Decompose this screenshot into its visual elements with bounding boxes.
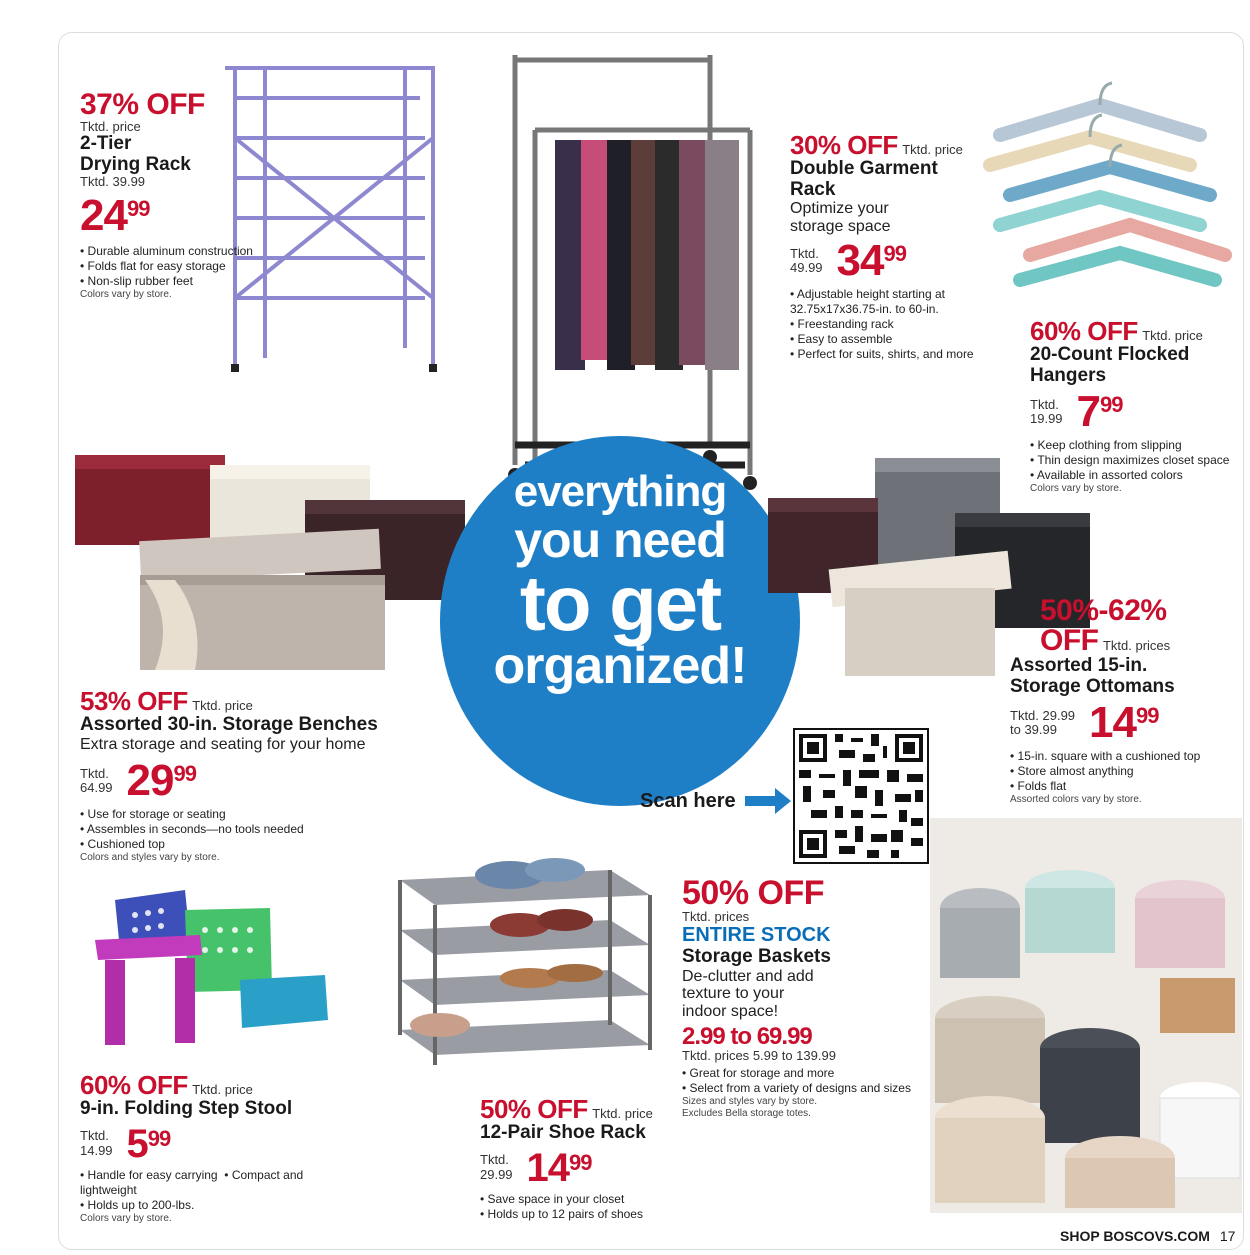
price-dollars: 14 (526, 1145, 570, 1190)
feature-item: • Non-slip rubber feet (80, 274, 280, 289)
regular-label: Tktd. (480, 1152, 509, 1168)
regular-value: 14.99 (80, 1142, 113, 1158)
regular-value: 64.99 (80, 780, 113, 796)
regular-label: Tktd. prices (682, 1047, 750, 1063)
feature-item: • Assembles in seconds—no tools needed (80, 822, 440, 837)
product-name: 12-Pair Shoe Rack (480, 1122, 646, 1143)
promo-headline (440, 467, 800, 695)
discount-label: 50% OFF (682, 874, 824, 912)
regular-value: 29.99 (480, 1166, 513, 1182)
tagline: Extra storage and seating for your home (80, 735, 366, 753)
price-row (480, 1145, 700, 1190)
discount-label: 60% OFF (80, 1070, 188, 1100)
discount-off: OFF (1040, 624, 1099, 657)
feature-list (80, 244, 280, 289)
feature-item: • 15-in. square with a cushioned top (1010, 749, 1240, 764)
benches-offer (80, 688, 440, 864)
price-note: Tktd. prices (1102, 638, 1171, 653)
discount-label: 60% OFF (1030, 316, 1138, 346)
tagline: De-clutter and add (682, 967, 814, 985)
arrow-right-icon (745, 788, 791, 819)
discount-label: 50% OFF (480, 1094, 588, 1124)
price-cents: 99 (1100, 392, 1123, 418)
regular-label: Tktd. (790, 245, 819, 261)
regular-label: Tktd. (1030, 396, 1059, 412)
sale-price (126, 1121, 171, 1166)
price-note: Tktd. price (1142, 328, 1203, 343)
price-row (80, 1121, 340, 1166)
discount-label: 50%-62% (1040, 594, 1167, 627)
regular-price: Tktd. 39.99 (80, 174, 146, 190)
feature-item: • Available in assorted colors (1030, 468, 1240, 483)
feature-item: • Easy to assemble (790, 332, 1000, 347)
regular-price (80, 767, 113, 796)
feature-list (1010, 749, 1240, 794)
feature-item: • Folds flat for easy storage (80, 259, 280, 274)
feature-item: • Durable aluminum construction (80, 244, 280, 259)
price-note: Tktd. price (592, 1106, 653, 1121)
feature-item: • Save space in your closet (480, 1192, 700, 1207)
hangers-image (960, 45, 1240, 300)
price-row (1030, 387, 1240, 437)
price-cents: 99 (147, 1125, 171, 1151)
product-name: 20-Count Flocked (1030, 344, 1190, 365)
price-dollars: 34 (836, 236, 884, 286)
fine-print: Colors and styles vary by store. (80, 852, 220, 864)
sale-price (126, 756, 196, 806)
regular-label: Tktd. (80, 765, 109, 781)
tagline-2: texture to your (682, 985, 785, 1003)
product-name: Assorted 15-in. (1010, 655, 1148, 676)
fine-print: Colors vary by store. (1030, 483, 1122, 495)
page-footer (1060, 1228, 1235, 1244)
shoe-rack-offer (480, 1096, 700, 1222)
discount-row-2 (1040, 626, 1240, 656)
fine-print: Sizes and styles vary by store. (682, 1095, 818, 1107)
product-name-2: Rack (790, 178, 836, 200)
price-row (80, 756, 440, 806)
discount-row (80, 1072, 340, 1099)
sale-price (80, 190, 280, 240)
regular-price (1030, 398, 1063, 427)
feature-item: • Holds up to 200-lbs. (80, 1198, 340, 1213)
feature-item: • Thin design maximizes closet space (1030, 453, 1240, 468)
regular-value: 19.99 (1030, 411, 1063, 427)
feature-item: • Handle for easy carrying • Compact and lightweight (80, 1168, 340, 1198)
promo-line-3: to get (519, 558, 721, 647)
fine-print: Assorted colors vary by store. (1010, 794, 1142, 806)
shop-website-link[interactable]: SHOP BOSCOVS.COM (1060, 1228, 1210, 1244)
price-dollars: 24 (80, 190, 127, 240)
feature-list (480, 1192, 700, 1222)
baskets-offer (682, 876, 922, 1120)
discount-label: 53% OFF (80, 686, 188, 716)
price-dollars: 5 (126, 1121, 148, 1166)
regular-value: 49.99 (790, 260, 823, 276)
price-dollars: 7 (1076, 387, 1101, 437)
price-cents: 99 (126, 195, 150, 221)
feature-item: • Folds flat (1010, 779, 1240, 794)
product-name: Double Garment (790, 158, 938, 179)
sale-price (1089, 698, 1159, 748)
regular-price (1010, 709, 1075, 738)
shoe-rack-image (380, 840, 680, 1070)
tagline: Optimize your (790, 200, 889, 218)
entire-stock-label: ENTIRE STOCK (682, 924, 831, 947)
price-note: Tktd. price (192, 1082, 253, 1097)
product-name: 2-Tier (80, 133, 132, 155)
feature-item: • Select from a variety of designs and sizes (682, 1081, 922, 1096)
fine-print: Colors vary by store. (80, 288, 172, 300)
tagline-2: storage space (790, 217, 891, 235)
price-dollars: 14 (1089, 698, 1136, 748)
feature-item: • Cushioned top (80, 837, 440, 852)
price-cents: 99 (883, 241, 906, 267)
price-cents: 99 (1136, 703, 1159, 729)
step-stool-image (90, 880, 330, 1055)
sale-price (526, 1145, 592, 1190)
scan-here-label: Scan here (640, 790, 736, 812)
feature-list (80, 1168, 340, 1213)
feature-item: • Freestanding rack (790, 317, 1000, 332)
fine-print-2: Excludes Bella storage totes. (682, 1107, 811, 1119)
price-note: Tktd. price (192, 698, 253, 713)
price-row (1010, 698, 1240, 748)
feature-item: • Great for storage and more (682, 1066, 922, 1081)
discount-label: 37% OFF (80, 88, 205, 121)
discount-label: 30% OFF (790, 130, 898, 160)
price-cents: 99 (569, 1149, 592, 1175)
regular-price (480, 1153, 513, 1182)
promo-line-4: organized! (493, 636, 747, 695)
regular-value: to 39.99 (1010, 722, 1057, 738)
sale-price (836, 236, 906, 286)
product-name: 9-in. Folding Step Stool (80, 1098, 293, 1119)
storage-baskets-image (930, 818, 1242, 1213)
price-note: Tktd. prices (682, 909, 750, 924)
price-note: Tktd. price (902, 142, 963, 157)
price-cents: 99 (173, 761, 196, 787)
ottomans-details (1010, 656, 1240, 806)
product-name: Assorted 30-in. Storage Benches (80, 714, 378, 735)
promo-line-2: you need (514, 511, 726, 568)
price-note: Tktd. price (80, 119, 141, 134)
step-stool-offer (80, 1072, 340, 1225)
ottomans-offer (1040, 596, 1240, 656)
feature-list (682, 1066, 922, 1096)
regular-price (80, 1129, 113, 1158)
sale-price (1076, 387, 1123, 437)
price-dollars: 29 (126, 756, 174, 806)
product-name: Storage Baskets (682, 946, 831, 968)
promo-line-1: everything (513, 467, 727, 516)
regular-value: 5.99 to 139.99 (752, 1047, 836, 1063)
discount-row (1030, 318, 1240, 345)
feature-text: Compact and lightweight (80, 1167, 304, 1197)
regular-price (682, 1049, 922, 1063)
feature-item: • Holds up to 12 pairs of shoes (480, 1207, 700, 1222)
discount-row (480, 1096, 700, 1123)
product-name-2: Storage Ottomans (1010, 675, 1175, 697)
storage-benches-image (70, 445, 470, 675)
feature-item: • Keep clothing from slipping (1030, 438, 1240, 453)
feature-item: • Perfect for suits, shirts, and more (790, 347, 1000, 362)
drying-rack-offer (80, 90, 280, 301)
fine-print: Colors vary by store. (80, 1212, 172, 1224)
discount-row (80, 688, 440, 715)
feature-item: • Store almost anything (1010, 764, 1240, 779)
feature-item: • Use for storage or seating (80, 807, 440, 822)
feature-text: Handle for easy carrying (87, 1167, 218, 1182)
product-name-2: Hangers (1030, 364, 1107, 386)
product-name-2: Drying Rack (80, 153, 191, 175)
page-number: 17 (1219, 1228, 1236, 1244)
sale-price-range: 2.99 to 69.99 (682, 1022, 812, 1050)
regular-price (790, 247, 823, 276)
feature-item: • Adjustable height starting at 32.75x17x36.75-in. to 60-in. (790, 287, 1000, 317)
tagline-3: indoor space! (682, 1003, 779, 1020)
qr-code[interactable] (793, 728, 929, 864)
regular-label: Tktd. (80, 1128, 109, 1144)
regular-label: Tktd. 29.99 (1010, 707, 1076, 723)
